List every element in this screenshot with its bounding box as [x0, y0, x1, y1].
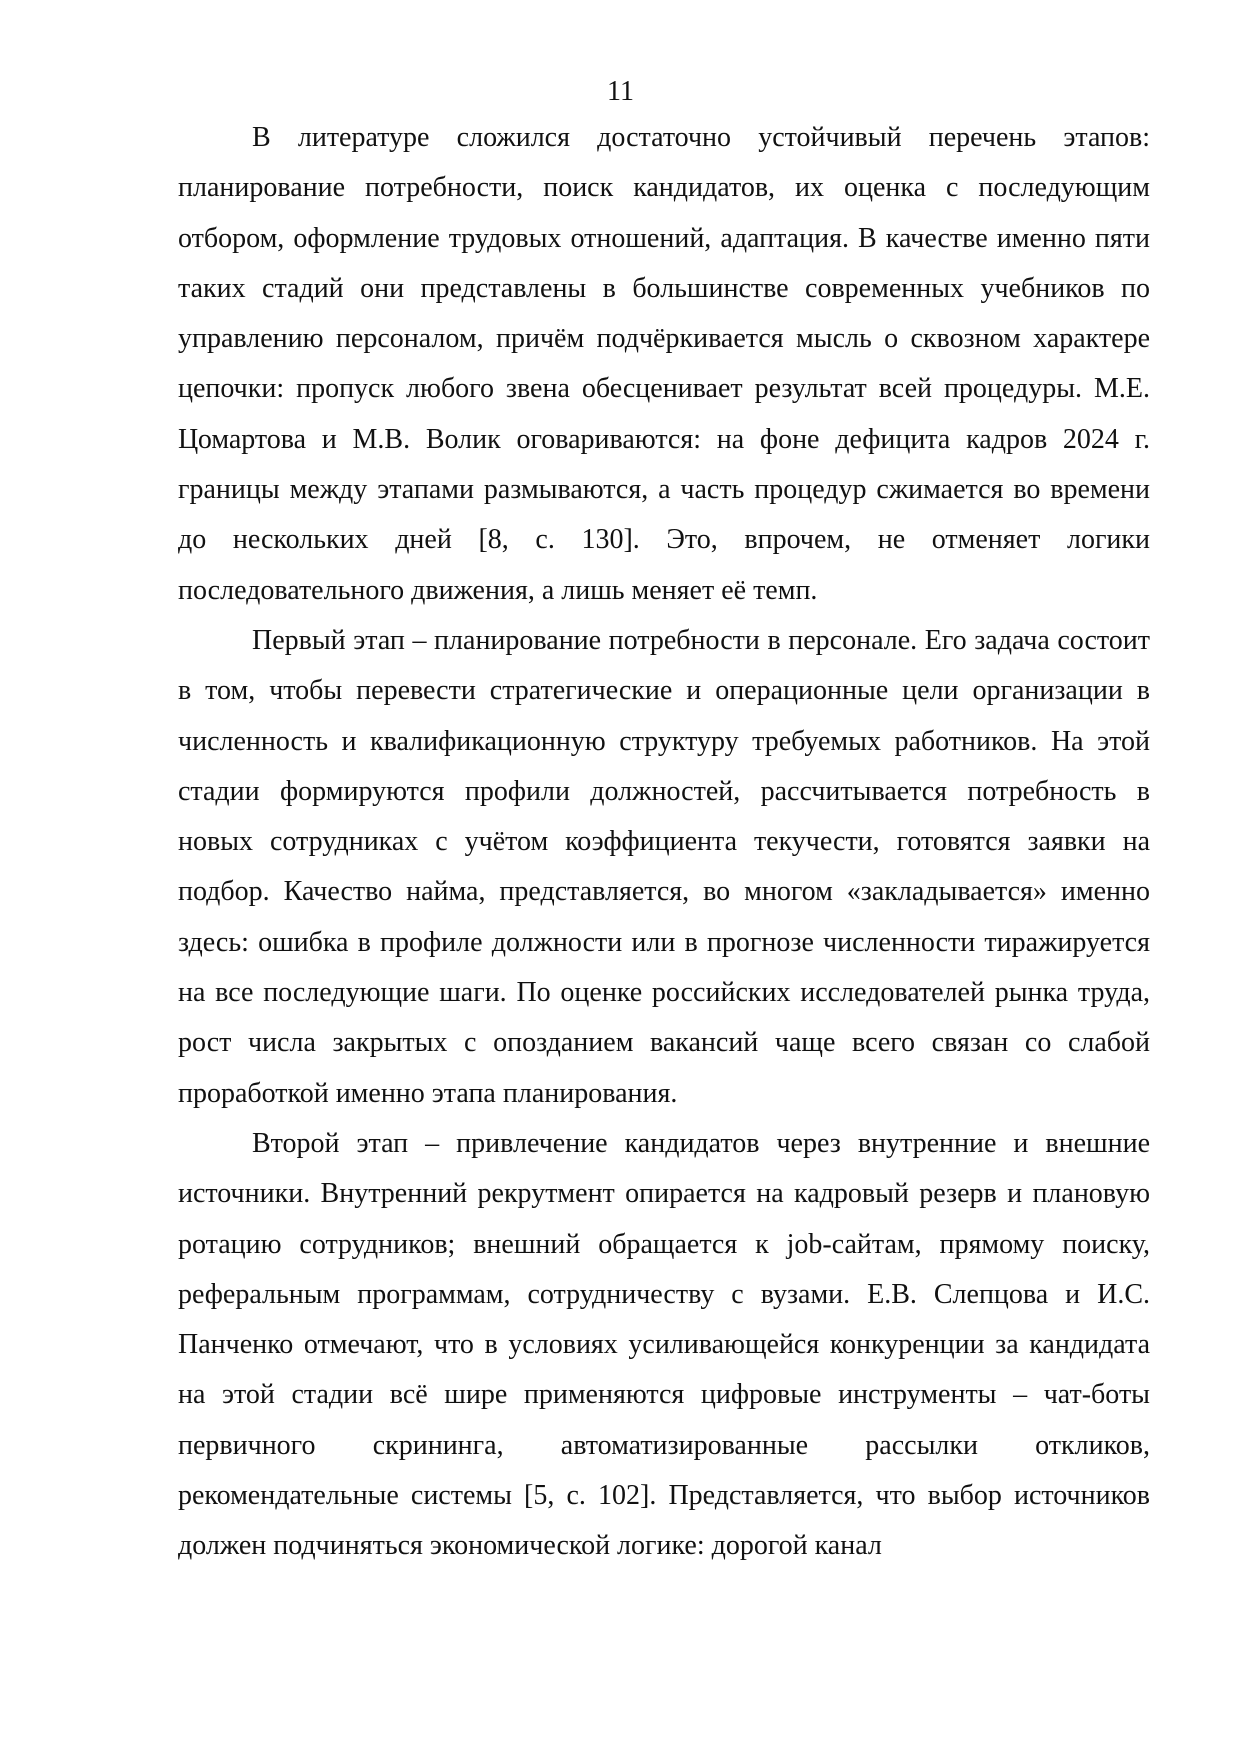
page-number: 11 [607, 76, 634, 107]
paragraph-stages-overview: В литературе сложился достаточно устойчивый перечень этапов: планирование потребности, поиск кандидатов, их оценка с последующим отбором, оформление трудовых отношений, адаптация. В качестве именно пяти таких стадий они представлены в большинстве современных учебников по управлению персоналом, причём подчёркивается мысль о сквозном характере цепочки: пропуск любого звена обесценивает результат всей процедуры. М.Е. Цомартова и М.В. Волик оговариваются: на фоне дефицита кадров 2024 г. границы между этапами размываются, а часть процедур сжимается во времени до нескольких дней [8, с. 130]. Это, впрочем, не отменяет логики последовательного движения, а лишь меняет её темп. [178, 122, 1150, 606]
body-text [178, 113, 1150, 1572]
paragraph-planning-stage: Первый этап – планирование потребности в персонале. Его задача состоит в том, чтобы перевести стратегические и операционные цели организации в численность и квалификационную структуру требуемых работников. На этой стадии формируются профили должностей, рассчитывается потребность в новых сотрудниках с учётом коэффициента текучести, готовятся заявки на подбор. Качество найма, представляется, во многом «закладывается» именно здесь: ошибка в профиле должности или в прогнозе численности тиражируется на все последующие шаги. По оценке российских исследователей рынка труда, рост числа закрытых с опозданием вакансий чаще всего связан со слабой проработкой именно этапа планирования. [178, 624, 1150, 1109]
paragraph-attraction-stage: Второй этап – привлечение кандидатов через внутренние и внешние источники. Внутренний рекрутмент опирается на кадровый резерв и плановую ротацию сотрудников; внешний обращается к job-сайтам, прямому поиску, реферальным программам, сотрудничеству с вузами. Е.В. Слепцова и И.С. Панченко отмечают, что в условиях усиливающейся конкуренции за кандидата на этой стадии всё шире применяются цифровые инструменты – чат-боты первичного скрининга, автоматизированные рассылки откликов, рекомендательные системы [5, с. 102]. Представляется, что выбор источников должен подчиняться экономической логике: дорогой канал [178, 1127, 1150, 1562]
